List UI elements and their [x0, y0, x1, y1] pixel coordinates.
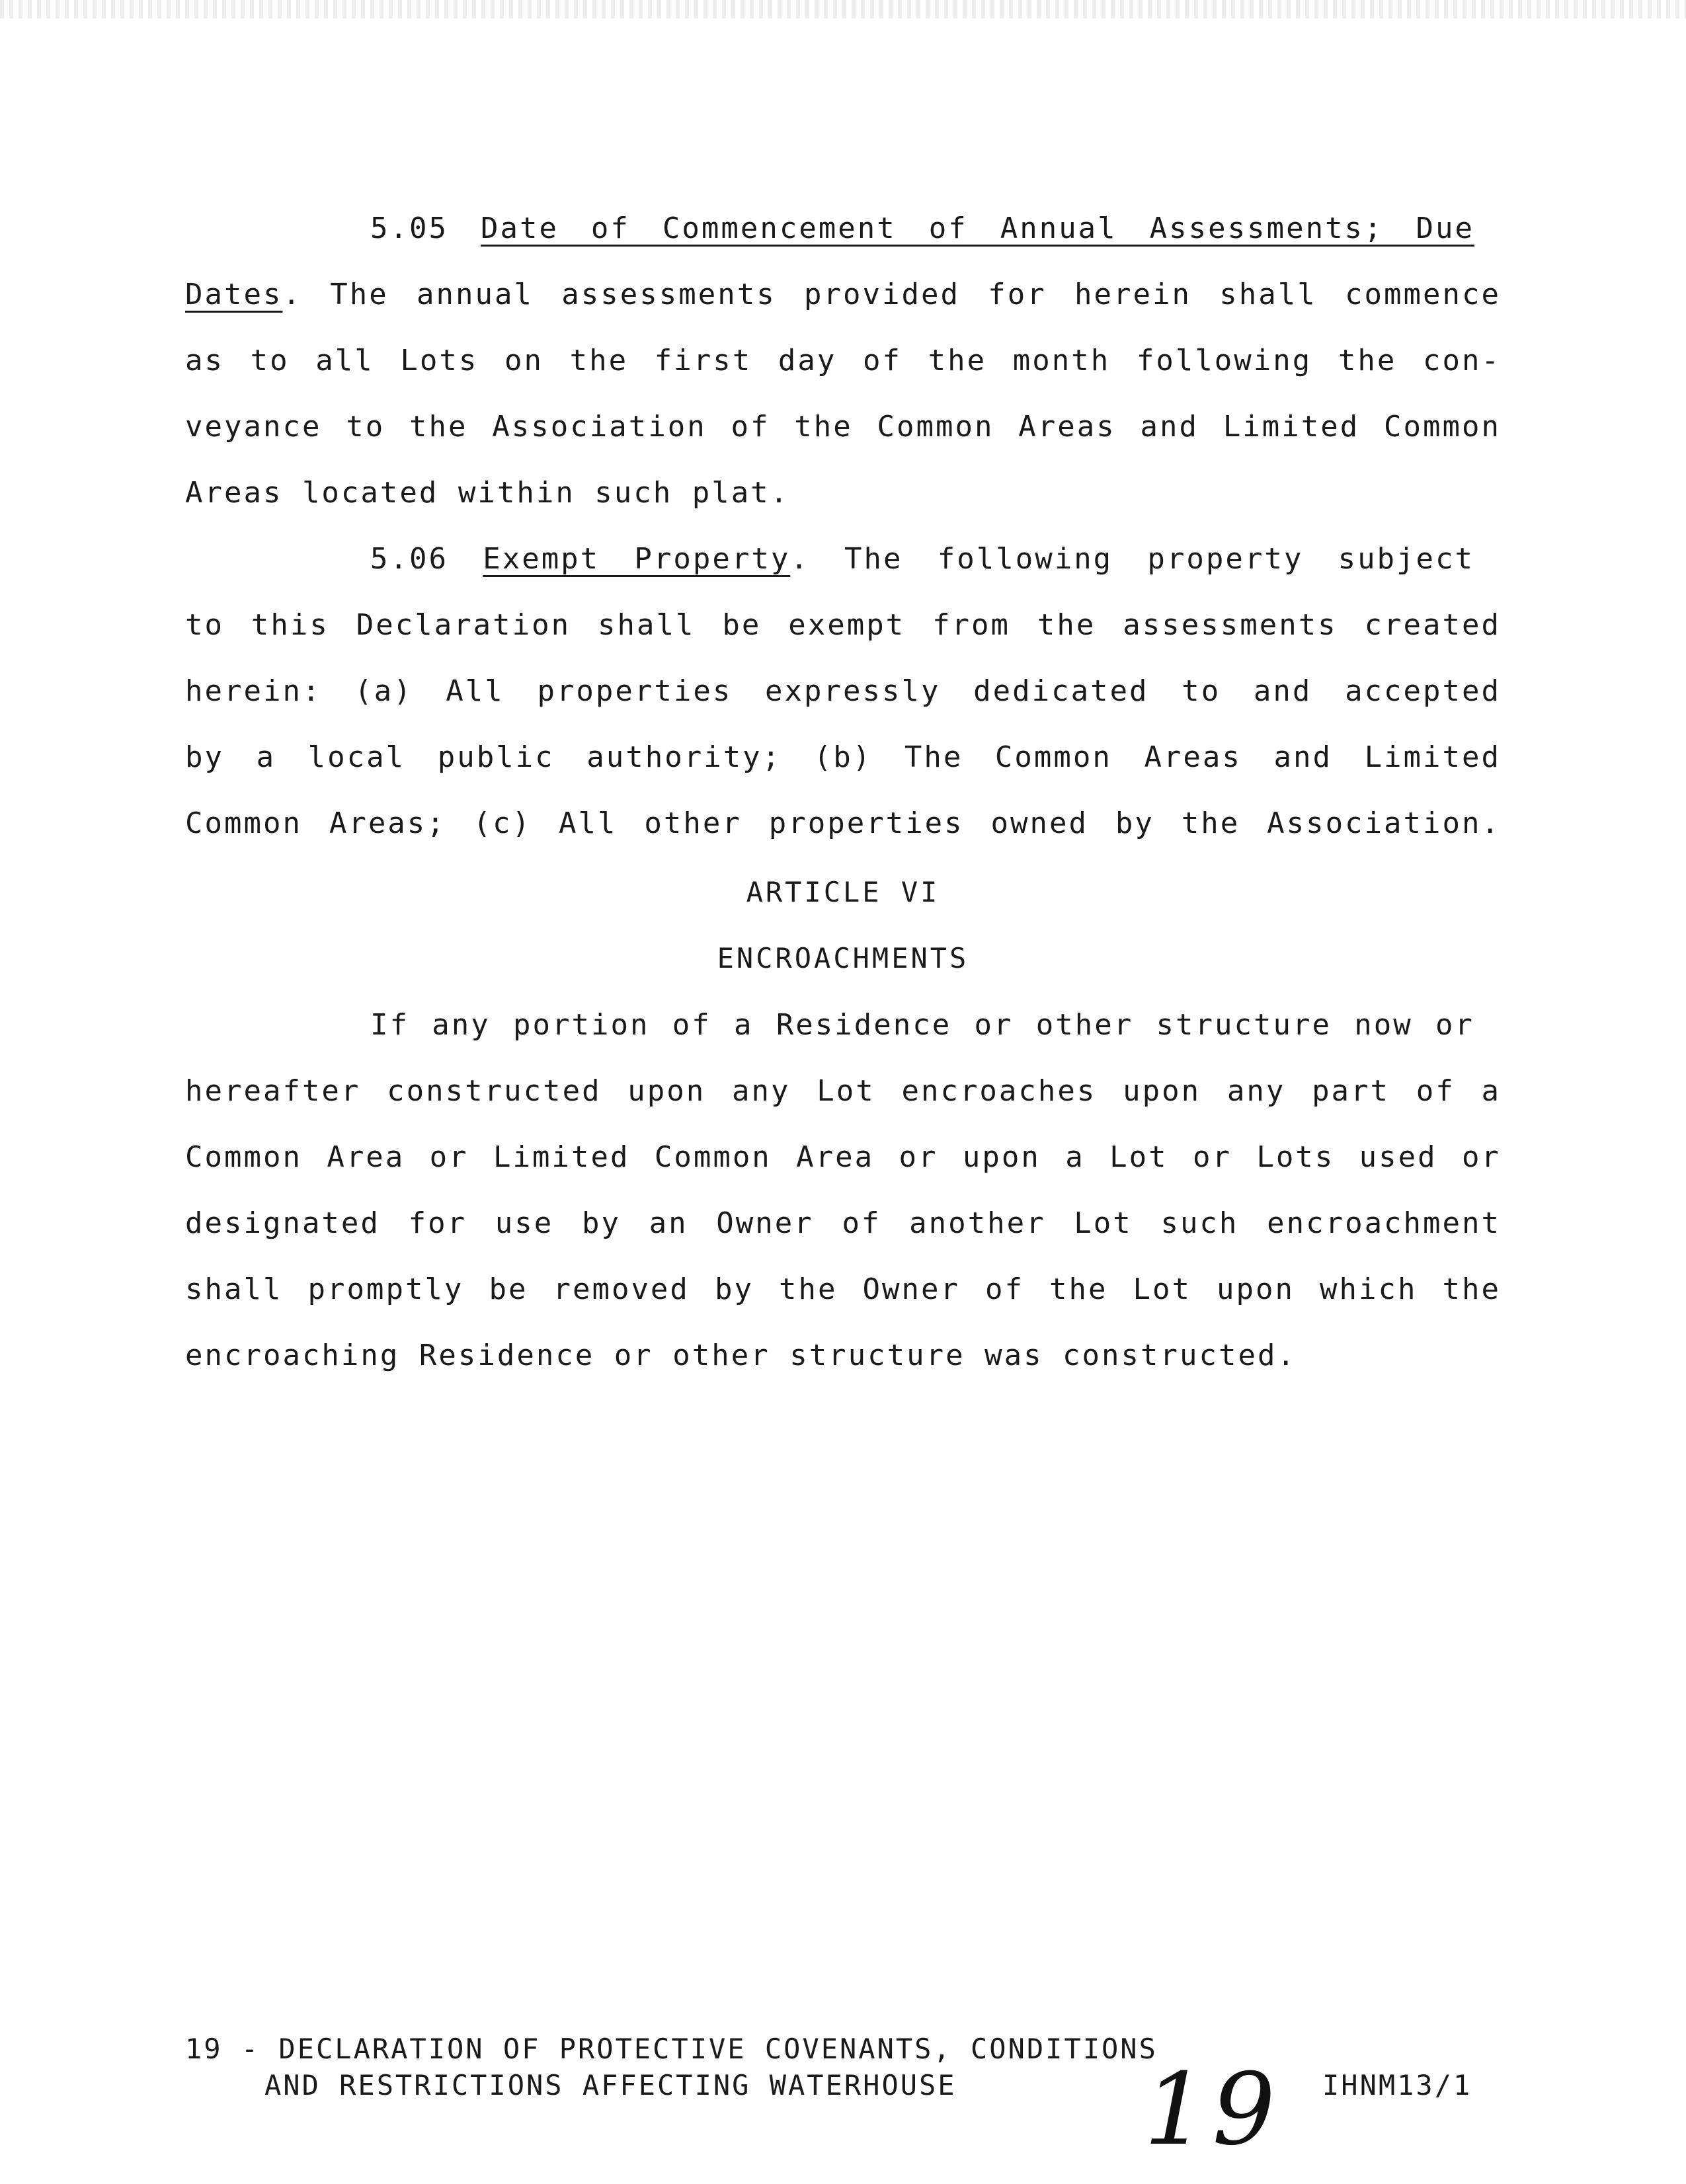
- section-506-line-1: to this Declaration shall be exempt from the assessments created: [185, 608, 1501, 642]
- section-505-line-2: as to all Lots on the first day of the month following the con-: [185, 344, 1501, 377]
- article-line-0: If any portion of a Residence or other structure now or: [370, 1008, 1474, 1042]
- section-506-line-3: by a local public authority; (b) The Common Areas and Limited: [185, 740, 1501, 774]
- section-505-line-1: Dates. The annual assessments provided for herein shall commence: [185, 278, 1501, 311]
- article-heading: ARTICLE VI: [746, 876, 940, 908]
- section-505-heading: [370, 212, 1474, 245]
- section-505-line-4: Areas located within such plat.: [185, 476, 790, 510]
- section-505-title: Date of Commencement of Annual Assessments; Due: [480, 212, 1474, 245]
- article-line-3: designated for use by an Owner of another Lot such encroachment: [185, 1206, 1501, 1240]
- section-506-line-4: Common Areas; (c) All other properties owned by the Association.: [185, 806, 1501, 840]
- footer-title-line-2: AND RESTRICTIONS AFFECTING WATERHOUSE: [264, 2069, 957, 2101]
- article-line-2: Common Area or Limited Common Area or upon a Lot or Lots used or: [185, 1140, 1501, 1174]
- section-506-line-2: herein: (a) All properties expressly dedicated to and accepted: [185, 674, 1501, 708]
- article-subheading: ENCROACHMENTS: [717, 942, 969, 974]
- section-506-title: Exempt Property: [483, 542, 791, 576]
- section-505-number: 5.05: [370, 212, 448, 245]
- section-506-number: 5.06: [370, 542, 448, 576]
- footer-doc-code: IHNM13/1: [1322, 2069, 1472, 2101]
- section-506-heading: 5.06 Exempt Property. The following property subject: [370, 542, 1475, 576]
- article-line-1: hereafter constructed upon any Lot encroaches upon any part of a: [185, 1074, 1501, 1108]
- article-line-5: encroaching Residence or other structure was constructed.: [185, 1339, 1297, 1372]
- section-505-title-cont: Dates: [185, 278, 283, 311]
- section-505-line-3: veyance to the Association of the Common Areas and Limited Common: [185, 410, 1501, 444]
- article-line-4: shall promptly be removed by the Owner of the Lot upon which the: [185, 1272, 1501, 1306]
- handwritten-page-number: 19: [1144, 2052, 1281, 2167]
- footer-title-line-1: 19 - DECLARATION OF PROTECTIVE COVENANTS, CONDITIONS: [185, 2033, 1158, 2065]
